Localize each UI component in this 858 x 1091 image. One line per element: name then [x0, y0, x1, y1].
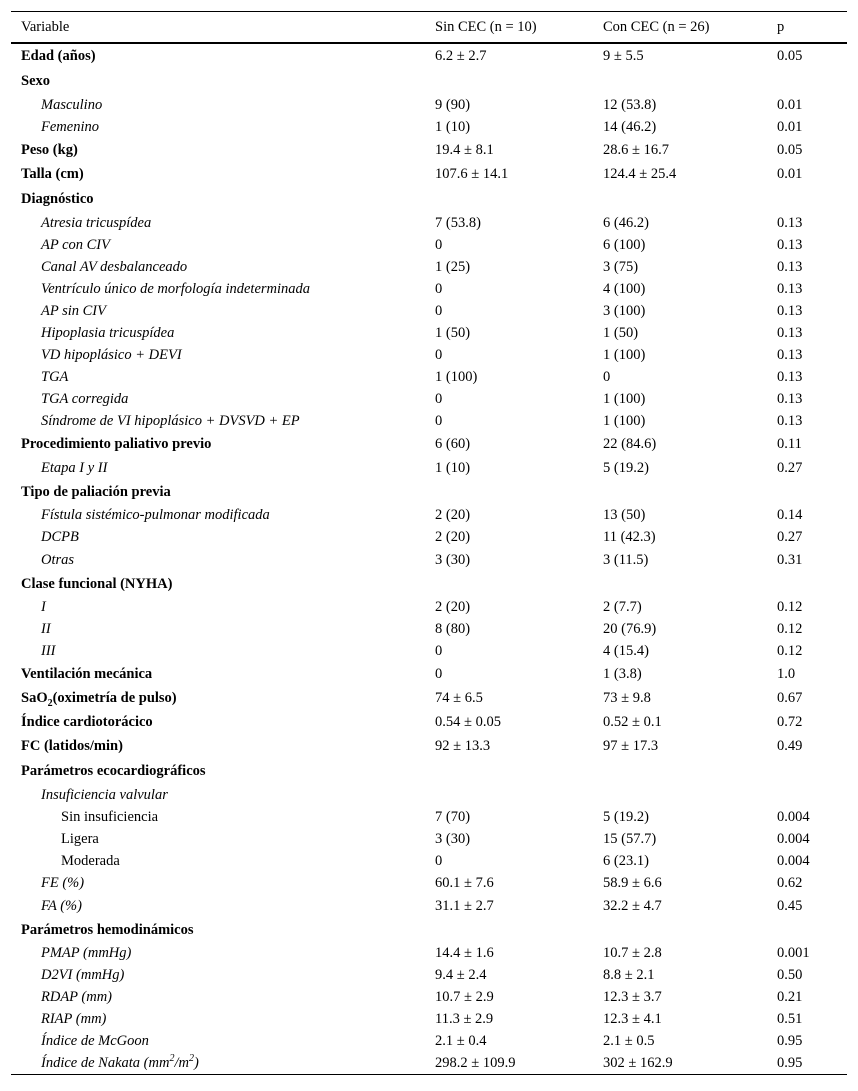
cell-con-cec: 20 (76.9) [603, 621, 657, 637]
table-row [11, 850, 847, 872]
cell-sin-cec: 11.3 ± 2.9 [435, 1011, 494, 1027]
table-row [11, 806, 847, 828]
cell-con-cec: 6 (46.2) [603, 215, 649, 231]
row-label: AP sin CIV [41, 303, 106, 319]
cell-p-value: 0.01 [777, 119, 803, 135]
row-label: Hipoplasia tricuspídea [41, 325, 175, 341]
table-row [11, 828, 847, 850]
header-variable: Variable [21, 19, 70, 35]
cell-p-value: 0.95 [777, 1055, 803, 1071]
cell-sin-cec: 2 (20) [435, 599, 471, 615]
cell-sin-cec: 3 (30) [435, 552, 471, 568]
table-row [11, 410, 847, 432]
row-label: II [41, 621, 51, 637]
row-label: Etapa I y II [41, 460, 108, 476]
cell-p-value: 0.13 [777, 347, 803, 363]
table-row [11, 504, 847, 526]
cell-sin-cec: 9.4 ± 2.4 [435, 967, 487, 983]
row-label: Ventilación mecánica [21, 666, 153, 682]
cell-sin-cec: 2 (20) [435, 507, 471, 523]
cell-p-value: 0.13 [777, 281, 803, 297]
row-label: Sexo [21, 73, 50, 89]
row-label: FC (latidos/min) [21, 738, 123, 754]
table-row [11, 456, 847, 480]
row-label: Moderada [61, 853, 120, 869]
cell-p-value: 0.13 [777, 369, 803, 385]
cell-con-cec: 6 (23.1) [603, 853, 649, 869]
cell-p-value: 0.004 [777, 831, 810, 847]
table-row [11, 212, 847, 234]
data-table [11, 11, 847, 1075]
cell-con-cec: 302 ± 162.9 [603, 1055, 673, 1071]
cell-sin-cec: 2.1 ± 0.4 [435, 1033, 487, 1049]
cell-p-value: 0.95 [777, 1033, 803, 1049]
table-row [11, 138, 847, 162]
table-row [11, 986, 847, 1008]
cell-sin-cec: 0 [435, 666, 443, 682]
row-label: Síndrome de VI hipoplásico + DVSVD + EP [41, 413, 300, 429]
cell-sin-cec: 10.7 ± 2.9 [435, 989, 494, 1005]
cell-con-cec: 15 (57.7) [603, 831, 657, 847]
table-row [11, 894, 847, 918]
cell-p-value: 0.01 [777, 97, 803, 113]
cell-sin-cec: 0 [435, 303, 443, 319]
cell-con-cec: 4 (100) [603, 281, 646, 297]
cell-sin-cec: 19.4 ± 8.1 [435, 142, 494, 158]
cell-p-value: 1.0 [777, 666, 796, 682]
row-label: SaO$_2$(oximetría de pulso) [21, 690, 177, 709]
cell-sin-cec: 0 [435, 643, 443, 659]
cell-sin-cec: 0.54 ± 0.05 [435, 714, 501, 730]
table-row [11, 344, 847, 366]
table-row [11, 784, 847, 806]
row-label: Atresia tricuspídea [41, 215, 152, 231]
cell-sin-cec: 3 (30) [435, 831, 471, 847]
table-row [11, 710, 847, 734]
table-row [11, 234, 847, 256]
cell-sin-cec: 0 [435, 237, 443, 253]
table-row [11, 187, 847, 212]
cell-sin-cec: 0 [435, 281, 443, 297]
header-con-cec: Con CEC (n = 26) [603, 19, 710, 35]
table-row [11, 662, 847, 686]
cell-sin-cec: 1 (100) [435, 369, 478, 385]
row-label: Edad (años) [21, 48, 96, 64]
table-row [11, 322, 847, 344]
row-label: VD hipoplásico + DEVI [41, 347, 182, 363]
cell-sin-cec: 6.2 ± 2.7 [435, 48, 487, 64]
cell-p-value: 0.01 [777, 166, 803, 182]
cell-sin-cec: 7 (70) [435, 809, 471, 825]
row-label: Parámetros ecocardiográficos [21, 763, 206, 779]
table-row [11, 734, 847, 759]
cell-p-value: 0.13 [777, 215, 803, 231]
row-label: TGA corregida [41, 391, 129, 407]
cell-p-value: 0.13 [777, 237, 803, 253]
cell-p-value: 0.62 [777, 875, 803, 891]
table-row [11, 596, 847, 618]
cell-p-value: 0.05 [777, 142, 803, 158]
row-label: TGA [41, 369, 69, 385]
table-row [11, 572, 847, 596]
cell-con-cec: 1 (50) [603, 325, 639, 341]
row-label: Parámetros hemodinámicos [21, 922, 194, 938]
cell-con-cec: 124.4 ± 25.4 [603, 166, 677, 182]
cell-con-cec: 3 (11.5) [603, 552, 649, 568]
row-label: D2VI (mmHg) [41, 967, 125, 983]
cell-con-cec: 10.7 ± 2.8 [603, 945, 662, 961]
cell-con-cec: 9 ± 5.5 [603, 48, 644, 64]
row-label: Índice cardiotorácico [21, 714, 153, 730]
cell-p-value: 0.13 [777, 325, 803, 341]
row-label: RDAP (mm) [41, 989, 113, 1005]
cell-p-value: 0.05 [777, 48, 803, 64]
cell-con-cec: 12 (53.8) [603, 97, 657, 113]
cell-con-cec: 12.3 ± 3.7 [603, 989, 662, 1005]
row-label: Talla (cm) [21, 166, 84, 182]
cell-con-cec: 1 (100) [603, 347, 646, 363]
table-row [11, 618, 847, 640]
cell-sin-cec: 31.1 ± 2.7 [435, 898, 494, 914]
table-row [11, 942, 847, 964]
cell-sin-cec: 74 ± 6.5 [435, 690, 483, 706]
row-label: Masculino [41, 97, 103, 113]
row-label: Diagnóstico [21, 191, 94, 207]
cell-sin-cec: 1 (50) [435, 325, 471, 341]
cell-con-cec: 1 (3.8) [603, 666, 642, 682]
cell-p-value: 0.67 [777, 690, 803, 706]
table-row [11, 44, 847, 69]
cell-p-value: 0.13 [777, 303, 803, 319]
header-sin-cec: Sin CEC (n = 10) [435, 19, 537, 35]
cell-p-value: 0.49 [777, 738, 803, 754]
table-row [11, 94, 847, 116]
row-label: AP con CIV [41, 237, 110, 253]
cell-con-cec: 2 (7.7) [603, 599, 642, 615]
table-row [11, 300, 847, 322]
cell-con-cec: 4 (15.4) [603, 643, 649, 659]
cell-sin-cec: 92 ± 13.3 [435, 738, 491, 754]
row-label: Índice de McGoon [41, 1033, 149, 1049]
cell-sin-cec: 8 (80) [435, 621, 471, 637]
table-row [11, 918, 847, 942]
header-p: p [777, 19, 785, 35]
cell-p-value: 0.51 [777, 1011, 803, 1027]
row-label: Procedimiento paliativo previo [21, 436, 212, 452]
cell-sin-cec: 7 (53.8) [435, 215, 481, 231]
row-label: Fístula sistémico-pulmonar modificada [41, 507, 270, 523]
row-label: Tipo de paliación previa [21, 484, 171, 500]
row-label: DCPB [41, 529, 79, 545]
bottom-rule [11, 1074, 847, 1075]
cell-con-cec: 2.1 ± 0.5 [603, 1033, 655, 1049]
cell-p-value: 0.72 [777, 714, 803, 730]
row-label: Peso (kg) [21, 142, 78, 158]
cell-sin-cec: 0 [435, 391, 443, 407]
cell-p-value: 0.31 [777, 552, 803, 568]
row-label: Canal AV desbalanceado [41, 259, 188, 275]
cell-p-value: 0.45 [777, 898, 803, 914]
cell-sin-cec: 60.1 ± 7.6 [435, 875, 494, 891]
cell-sin-cec: 1 (25) [435, 259, 471, 275]
cell-p-value: 0.21 [777, 989, 803, 1005]
cell-con-cec: 3 (75) [603, 259, 639, 275]
table-row [11, 640, 847, 662]
table-row [11, 526, 847, 548]
row-label: Clase funcional (NYHA) [21, 576, 173, 592]
table-row [11, 1030, 847, 1052]
cell-con-cec: 32.2 ± 4.7 [603, 898, 662, 914]
table-row [11, 872, 847, 894]
cell-sin-cec: 298.2 ± 109.9 [435, 1055, 516, 1071]
cell-con-cec: 0.52 ± 0.1 [603, 714, 662, 730]
row-label: FA (%) [41, 898, 82, 914]
cell-con-cec: 11 (42.3) [603, 529, 656, 545]
row-label: Femenino [41, 119, 99, 135]
table-row [11, 366, 847, 388]
cell-con-cec: 8.8 ± 2.1 [603, 967, 655, 983]
cell-p-value: 0.11 [777, 436, 802, 452]
row-label: Otras [41, 552, 75, 568]
cell-p-value: 0.12 [777, 643, 803, 659]
table-row [11, 69, 847, 94]
cell-p-value: 0.13 [777, 259, 803, 275]
cell-sin-cec: 0 [435, 347, 443, 363]
cell-p-value: 0.13 [777, 413, 803, 429]
cell-sin-cec: 0 [435, 853, 443, 869]
cell-sin-cec: 107.6 ± 14.1 [435, 166, 509, 182]
row-label: Sin insuficiencia [61, 809, 159, 825]
cell-con-cec: 12.3 ± 4.1 [603, 1011, 662, 1027]
cell-con-cec: 13 (50) [603, 507, 646, 523]
row-label: Ligera [61, 831, 99, 847]
cell-sin-cec: 1 (10) [435, 119, 471, 135]
cell-p-value: 0.13 [777, 391, 803, 407]
table-row [11, 162, 847, 187]
cell-con-cec: 6 (100) [603, 237, 646, 253]
cell-p-value: 0.12 [777, 621, 803, 637]
table-header [11, 12, 847, 42]
cell-con-cec: 1 (100) [603, 413, 646, 429]
cell-con-cec: 28.6 ± 16.7 [603, 142, 669, 158]
cell-p-value: 0.12 [777, 599, 803, 615]
cell-sin-cec: 2 (20) [435, 529, 471, 545]
row-label: Ventrículo único de morfología indeterminada [41, 281, 311, 297]
cell-sin-cec: 0 [435, 413, 443, 429]
row-label: FE (%) [41, 875, 85, 891]
table-row [11, 964, 847, 986]
table-row [11, 759, 847, 784]
row-label: PMAP (mmHg) [41, 945, 132, 961]
row-label: RIAP (mm) [41, 1011, 107, 1027]
table-body [11, 44, 847, 1074]
cell-p-value: 0.004 [777, 853, 810, 869]
table-row [11, 480, 847, 504]
cell-p-value: 0.27 [777, 529, 803, 545]
cell-con-cec: 5 (19.2) [603, 809, 649, 825]
table-row [11, 278, 847, 300]
table-row [11, 256, 847, 278]
cell-p-value: 0.27 [777, 460, 803, 476]
table-row [11, 388, 847, 410]
row-label: Insuficiencia valvular [41, 787, 168, 803]
cell-p-value: 0.001 [777, 945, 810, 961]
cell-con-cec: 5 (19.2) [603, 460, 649, 476]
cell-p-value: 0.14 [777, 507, 803, 523]
cell-con-cec: 73 ± 9.8 [603, 690, 651, 706]
cell-con-cec: 58.9 ± 6.6 [603, 875, 662, 891]
row-label: Índice de Nakata $(mm^2/m^2)$ [41, 1053, 199, 1071]
table-row [11, 548, 847, 572]
cell-sin-cec: 14.4 ± 1.6 [435, 945, 494, 961]
cell-con-cec: 14 (46.2) [603, 119, 657, 135]
row-label: I [41, 599, 46, 615]
cell-con-cec: 1 (100) [603, 391, 646, 407]
table-row [11, 1052, 847, 1074]
cell-p-value: 0.004 [777, 809, 810, 825]
cell-sin-cec: 6 (60) [435, 436, 471, 452]
cell-p-value: 0.50 [777, 967, 803, 983]
table-row [11, 116, 847, 138]
row-label: III [41, 643, 56, 659]
cell-con-cec: 3 (100) [603, 303, 646, 319]
cell-con-cec: 0 [603, 369, 611, 385]
table-row [11, 1008, 847, 1030]
cell-sin-cec: 9 (90) [435, 97, 471, 113]
table-row [11, 432, 847, 456]
cell-con-cec: 22 (84.6) [603, 436, 657, 452]
cell-sin-cec: 1 (10) [435, 460, 471, 476]
table-row [11, 686, 847, 710]
cell-con-cec: 97 ± 17.3 [603, 738, 659, 754]
